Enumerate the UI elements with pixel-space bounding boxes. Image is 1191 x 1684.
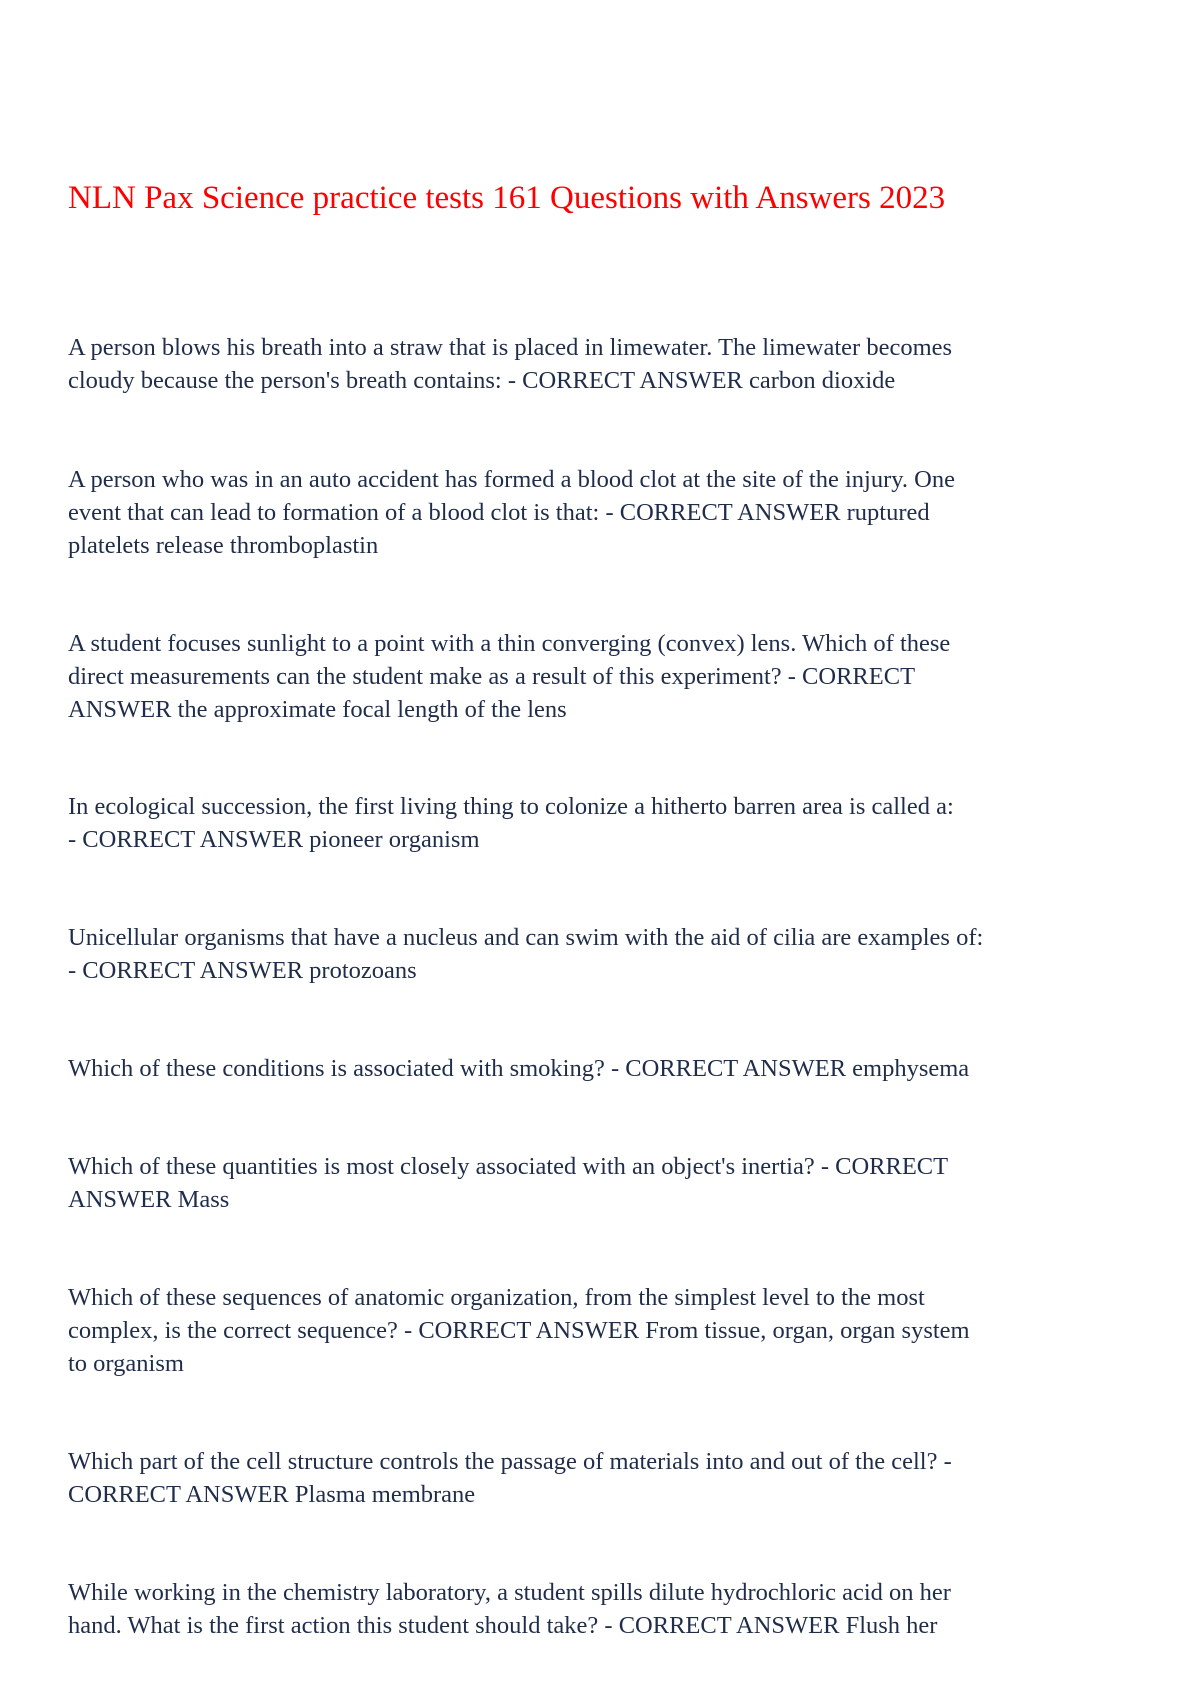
qa-item-10	[68, 1576, 1128, 1642]
qa-line: ANSWER the approximate focal length of the lens	[68, 696, 567, 723]
qa-line: Which of these conditions is associated with smoking? - CORRECT ANSWER emphysema	[68, 1055, 970, 1082]
qa-line: complex, is the correct sequence? - CORRECT ANSWER From tissue, organ, organ system	[68, 1317, 970, 1344]
document-title: NLN Pax Science practice tests 161 Questions with Answers 2023	[68, 180, 946, 216]
qa-line: - CORRECT ANSWER pioneer organism	[68, 826, 480, 853]
qa-line: to organism	[68, 1350, 184, 1377]
qa-line: A student focuses sunlight to a point with a thin converging (convex) lens. Which of these	[68, 630, 951, 657]
qa-line: A person who was in an auto accident has formed a blood clot at the site of the injury. One	[68, 466, 955, 493]
qa-item-2	[68, 463, 1128, 562]
qa-line: In ecological succession, the first living thing to colonize a hitherto barren area is called a:	[68, 793, 954, 820]
qa-line: Which part of the cell structure controls the passage of materials into and out of the cell? -	[68, 1448, 952, 1475]
qa-line: CORRECT ANSWER Plasma membrane	[68, 1481, 476, 1508]
qa-item-1	[68, 331, 1128, 397]
qa-line: event that can lead to formation of a blood clot is that: - CORRECT ANSWER ruptured	[68, 499, 930, 526]
qa-line: While working in the chemistry laboratory, a student spills dilute hydrochloric acid on her	[68, 1579, 951, 1606]
qa-line: Which of these quantities is most closely associated with an object's inertia? - CORRECT	[68, 1153, 949, 1180]
qa-item-6	[68, 1052, 1128, 1085]
qa-line: hand. What is the first action this student should take? - CORRECT ANSWER Flush her	[68, 1612, 938, 1639]
qa-line: Which of these sequences of anatomic organization, from the simplest level to the most	[68, 1284, 925, 1311]
qa-item-8	[68, 1281, 1128, 1380]
qa-line: - CORRECT ANSWER protozoans	[68, 957, 417, 984]
qa-item-9	[68, 1445, 1128, 1511]
qa-line: cloudy because the person's breath contains: - CORRECT ANSWER carbon dioxide	[68, 367, 896, 394]
qa-line: Unicellular organisms that have a nucleus and can swim with the aid of cilia are examples of:	[68, 924, 984, 951]
qa-line: platelets release thromboplastin	[68, 532, 379, 559]
qa-line: A person blows his breath into a straw that is placed in limewater. The limewater becomes	[68, 334, 953, 361]
qa-item-3	[68, 627, 1128, 726]
qa-line: ANSWER Mass	[68, 1186, 230, 1213]
qa-item-4	[68, 790, 1128, 856]
qa-line: direct measurements can the student make as a result of this experiment? - CORRECT	[68, 663, 916, 690]
qa-item-7	[68, 1150, 1128, 1216]
qa-item-5	[68, 921, 1128, 987]
